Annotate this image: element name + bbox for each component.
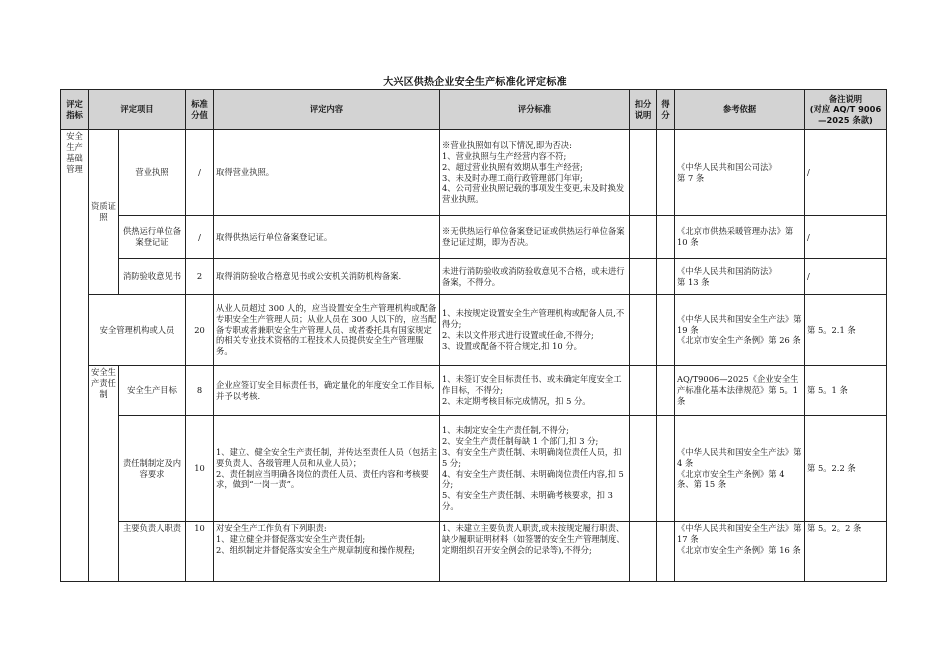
table-row (61, 295, 887, 366)
header-item: 评定项目 (89, 90, 186, 130)
basis-line: 《中华人民共和国安全生产法》第 17 条 (677, 523, 802, 544)
basis-line: 《中华人民共和国安全生产法》第 4 条 (677, 446, 802, 468)
basis-line: 第 13 条 (677, 276, 710, 287)
item-cell: 主要负责人职责 (119, 522, 186, 582)
header-content: 评定内容 (214, 90, 440, 130)
basis-cell (675, 522, 805, 582)
criteria-line: ※无供热运行单位备案登记证或供热运行单位备案登记证过期，即为否决。 (442, 226, 625, 247)
content-cell (214, 416, 440, 522)
basis-line: 《中华人民共和国公司法》 (677, 161, 777, 172)
criteria-line: 1、营业执照与生产经营内容不符; (442, 150, 567, 161)
criteria-line: 1、未签订安全目标责任书、或未确定年度安全工作目标，不得分; (442, 374, 622, 396)
score-cell: / (186, 216, 214, 259)
score-cell: / (186, 130, 214, 216)
criteria-line: 3、未及时办理工商行政管理部门年审; (442, 172, 583, 183)
basis-line: 《中华人民共和国安全生产法》第 19 条 (677, 313, 802, 335)
group-basic-management: 安全生产基础管理 (61, 130, 89, 582)
table-row (61, 522, 887, 582)
deduct-cell[interactable] (630, 366, 657, 416)
criteria-cell (440, 130, 630, 216)
header-score: 标准分值 (186, 90, 214, 130)
deduct-cell[interactable] (630, 522, 657, 582)
criteria-line: 4、有安全生产责任制、未明确岗位责任内容,扣 5 分; (442, 468, 624, 490)
table-header-row (61, 90, 887, 130)
criteria-cell (440, 295, 630, 366)
header-remark (805, 90, 887, 130)
basis-cell (675, 259, 805, 295)
table-row (61, 216, 887, 259)
basis-line: 《北京市供热采暖管理办法》第 10 条 (677, 226, 794, 247)
item-cell: 责任制制定及内容要求 (119, 416, 186, 522)
remark-cell: / (805, 259, 887, 295)
criteria-line: 1、未制定安全生产责任制,不得分; (442, 424, 569, 435)
criteria-cell (440, 259, 630, 295)
basis-line: 《北京市安全生产条例》第 26 条 (677, 335, 801, 346)
remark-cell: 第 5。1 条 (805, 366, 887, 416)
header-basis: 参考依据 (675, 90, 805, 130)
header-deduct: 扣分说明 (630, 90, 657, 130)
content-cell (214, 522, 440, 582)
table-row (61, 130, 887, 216)
deduct-cell[interactable] (630, 416, 657, 522)
basis-line: 第 7 条 (677, 172, 705, 183)
basis-cell (675, 216, 805, 259)
remark-cell: 第 5。2。2 条 (805, 522, 887, 582)
content-cell: 企业应签订安全目标责任书，确定量化的年度安全工作目标,并予以考核. (214, 366, 440, 416)
document-title: 大兴区供热企业安全生产标准化评定标准 (383, 77, 567, 88)
content-cell: 取得消防验收合格意见书或公安机关消防机构备案. (214, 259, 440, 295)
content-cell: 取得营业执照。 (214, 130, 440, 216)
criteria-line: 4、公司营业执照记载的事项发生变更,未及时换发营业执照。 (442, 183, 625, 205)
got-cell[interactable] (657, 416, 675, 522)
basis-cell (675, 130, 805, 216)
remark-cell: / (805, 216, 887, 259)
remark-cell: / (805, 130, 887, 216)
score-cell: 20 (186, 295, 214, 366)
basis-line: 《北京市安全生产条例》第 4 条、第 15 条 (677, 468, 785, 490)
got-cell[interactable] (657, 216, 675, 259)
criteria-line: 2、安全生产责任制每缺 1 个部门,扣 3 分; (442, 435, 599, 446)
got-cell[interactable] (657, 522, 675, 582)
table-row (61, 416, 887, 522)
item-cell: 消防验收意见书 (119, 259, 186, 295)
score-cell: 8 (186, 366, 214, 416)
item-cell: 营业执照 (119, 130, 186, 216)
content-line: 1、建立、健全安全生产责任制，并传达至责任人员（包括主要负责人、各级管理人员和从业人员）； (216, 446, 438, 468)
criteria-cell (440, 522, 630, 582)
criteria-cell (440, 366, 630, 416)
basis-line: AQ/T9006—2025《企业安全生产标准化基本法律规范》第 5。1 条 (677, 374, 799, 406)
content-cell: 取得供热运行单位备案登记证。 (214, 216, 440, 259)
got-cell[interactable] (657, 295, 675, 366)
group-responsibility: 安全生产责任制 (89, 366, 119, 582)
basis-cell (675, 416, 805, 522)
criteria-cell (440, 216, 630, 259)
basis-line: 《北京市安全生产条例》第 16 条 (677, 544, 801, 555)
criteria-line: 3、设置或配备不符合规定,扣 10 分。 (442, 340, 582, 351)
table-row (61, 366, 887, 416)
remark-cell: 第 5。2.1 条 (805, 295, 887, 366)
table-row (61, 259, 887, 295)
criteria-line: 未进行消防验收或消防验收意见不合格，或未进行备案，不得分。 (442, 265, 625, 287)
criteria-line: 2、未以文件形式进行设置或任命,不得分; (442, 330, 594, 340)
item-cell: 供热运行单位备案登记证 (119, 216, 186, 259)
got-cell[interactable] (657, 259, 675, 295)
score-cell: 10 (186, 522, 214, 582)
content-cell: 从业人员超过 300 人的，应当设置安全生产管理机构或配备专职安全生产管理人员；从业人员在 300 人以下的，应当配备专职或者兼职安全生产管理人员、或者委托具有国家规定的相关专业技术资格的工程技术人员提供安全生产管理服务。 (214, 295, 440, 366)
item-cell: 安全生产目标 (119, 366, 186, 416)
content-line: 2、责任制应当明确各岗位的责任人员、责任内容和考核要求，做到“一岗一责”。 (216, 468, 429, 490)
remark-cell: 第 5。2.2 条 (805, 416, 887, 522)
got-cell[interactable] (657, 366, 675, 416)
score-cell: 2 (186, 259, 214, 295)
header-remark-line1: 备注说明 (828, 93, 863, 104)
criteria-line: ※营业执照如有以下情况,即为否决: (442, 139, 572, 150)
basis-cell (675, 366, 805, 416)
header-criteria: 评分标准 (440, 90, 630, 130)
header-indicator: 评定指标 (61, 90, 89, 130)
basis-line: 《中华人民共和国消防法》 (677, 265, 777, 276)
header-remark-line3: —2025 条款) (818, 114, 873, 125)
criteria-line: 1、未建立主要负责人职责,或未按规定履行职责、缺少履职证明材料（如签署的安全生产管理制度、定期组织召开安全例会的记录等),不得分; (442, 523, 625, 555)
criteria-line: 1、未按规定设置安全生产管理机构或配备人员,不得分; (442, 308, 625, 330)
evaluation-standard-table (60, 89, 887, 582)
criteria-line: 5、有安全生产责任制、未明确考核要求，扣 3 分。 (442, 490, 613, 512)
criteria-line: 3、有安全生产责任制、未明确岗位责任人员，扣 5 分; (442, 446, 622, 468)
content-line: 1、建立健全并督促落实安全生产责任制; (216, 533, 366, 544)
header-remark-line2: (对应 AQ/T 9006 (809, 104, 882, 115)
content-line: 2、组织制定并督促落实安全生产规章制度和操作规程; (216, 544, 415, 555)
header-got: 得分 (657, 90, 675, 130)
content-line: 对安全生产工作负有下列职责: (216, 523, 327, 533)
deduct-cell[interactable] (630, 216, 657, 259)
basis-cell (675, 295, 805, 366)
deduct-cell[interactable] (630, 295, 657, 366)
criteria-cell (440, 416, 630, 522)
deduct-cell[interactable] (630, 259, 657, 295)
score-cell: 10 (186, 416, 214, 522)
got-cell[interactable] (657, 130, 675, 216)
deduct-cell[interactable] (630, 130, 657, 216)
item-cell: 安全管理机构或人员 (89, 295, 186, 366)
criteria-line: 2、未定期考核目标完成情况，扣 5 分。 (442, 395, 591, 406)
group-qualification: 资质证照 (89, 130, 119, 295)
criteria-line: 2、超过营业执照有效期从事生产经营; (442, 161, 583, 172)
